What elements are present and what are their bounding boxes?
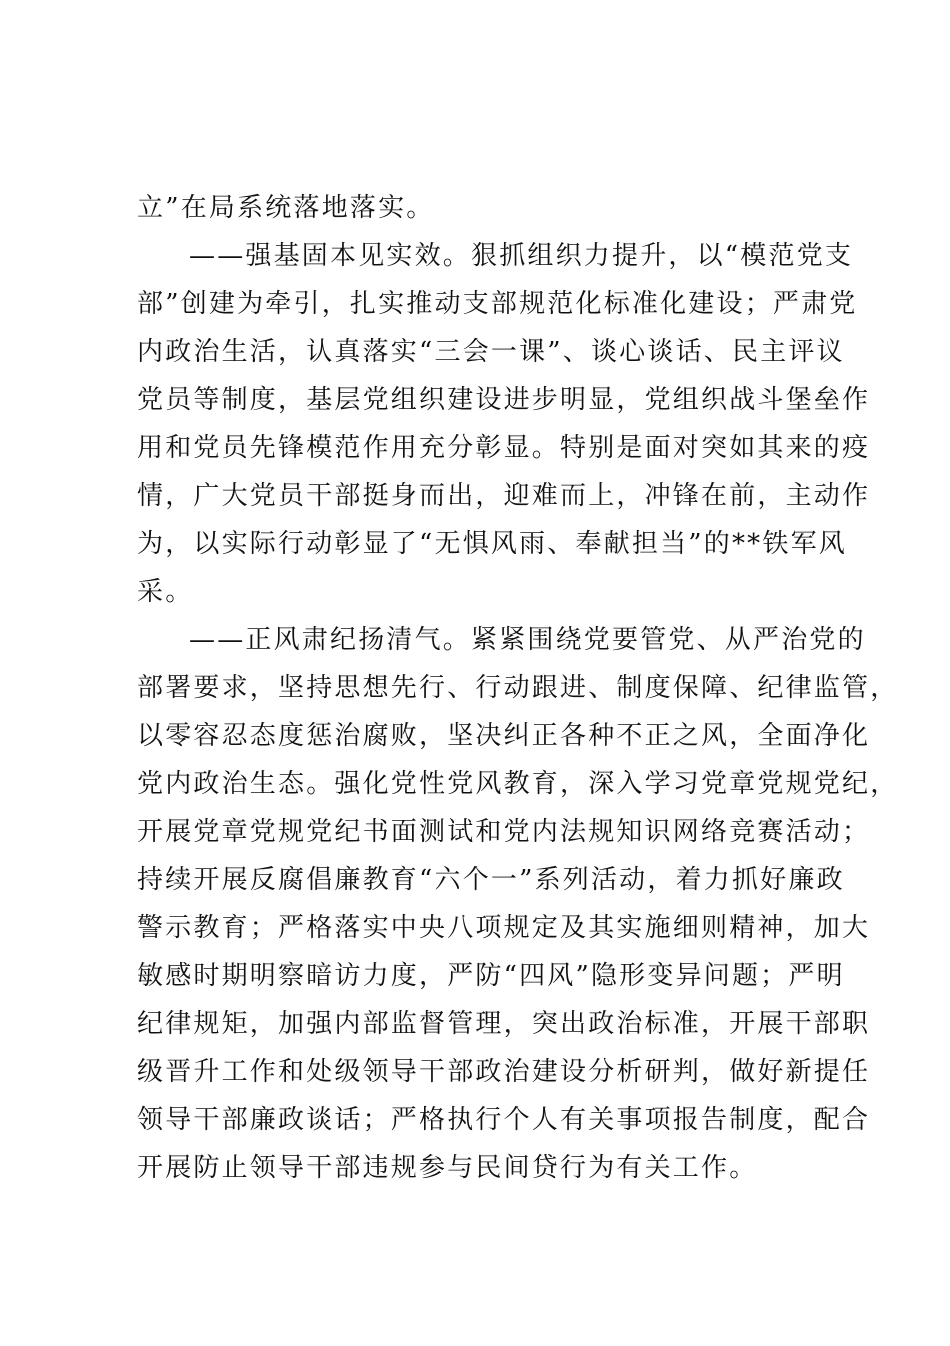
document-body bbox=[137, 184, 899, 1192]
text-line: 领导干部廉政谈话；严格执行个人有关事项报告制度，配合 bbox=[137, 1105, 871, 1135]
text-line: 以零容忍态度惩治腐败，坚决纠正各种不正之风，全面净化 bbox=[137, 721, 871, 751]
text-line: 持续开展反腐倡廉教育“六个一”系列活动，着力抓好廉政 bbox=[137, 865, 845, 895]
text-line: 党内政治生态。强化党性党风教育，深入学习党章党规党纪， bbox=[137, 769, 899, 799]
text-line: 为，以实际行动彰显了“无惧风雨、奉献担当”的**铁军风 bbox=[137, 529, 847, 559]
text-line: 敏感时期明察暗访力度，严防“四风”隐形变异问题；严明 bbox=[137, 961, 845, 991]
text-line: 情，广大党员干部挺身而出，迎难而上，冲锋在前，主动作 bbox=[137, 481, 871, 511]
text-line: 部署要求，坚持思想先行、行动跟进、制度保障、纪律监管， bbox=[137, 673, 899, 703]
paragraph-strengthen-foundation bbox=[137, 232, 871, 616]
text-line: 内政治生活，认真落实“三会一课”、谈心谈话、民主评议 bbox=[137, 337, 845, 367]
text-line: 开展党章党规党纪书面测试和党内法规知识网络竞赛活动； bbox=[137, 817, 871, 847]
text-line: 立”在局系统落地落实。 bbox=[137, 193, 435, 223]
paragraph-continuation bbox=[137, 184, 825, 232]
text-line: ——强基固本见实效。狠抓组织力提升，以“模范党支 bbox=[189, 241, 854, 271]
text-line: 用和党员先锋模范作用充分彰显。特别是面对突如其来的疫 bbox=[137, 433, 871, 463]
text-line: 纪律规矩，加强内部监督管理，突出政治标准，开展干部职 bbox=[137, 1009, 871, 1039]
paragraph-rectify-discipline bbox=[137, 616, 899, 1192]
text-line: 警示教育；严格落实中央八项规定及其实施细则精神，加大 bbox=[137, 913, 871, 943]
text-line: 部”创建为牵引，扎实推动支部规范化标准化建设；严肃党 bbox=[137, 289, 858, 319]
text-line: 开展防止领导干部违规参与民间贷行为有关工作。 bbox=[137, 1153, 758, 1183]
text-line: 党员等制度，基层党组织建设进步明显，党组织战斗堡垒作 bbox=[137, 385, 871, 415]
text-line: 采。 bbox=[137, 577, 194, 607]
text-line: 级晋升工作和处级领导干部政治建设分析研判，做好新提任 bbox=[137, 1057, 871, 1087]
text-line: ——正风肃纪扬清气。紧紧围绕党要管党、从严治党的 bbox=[189, 625, 866, 655]
